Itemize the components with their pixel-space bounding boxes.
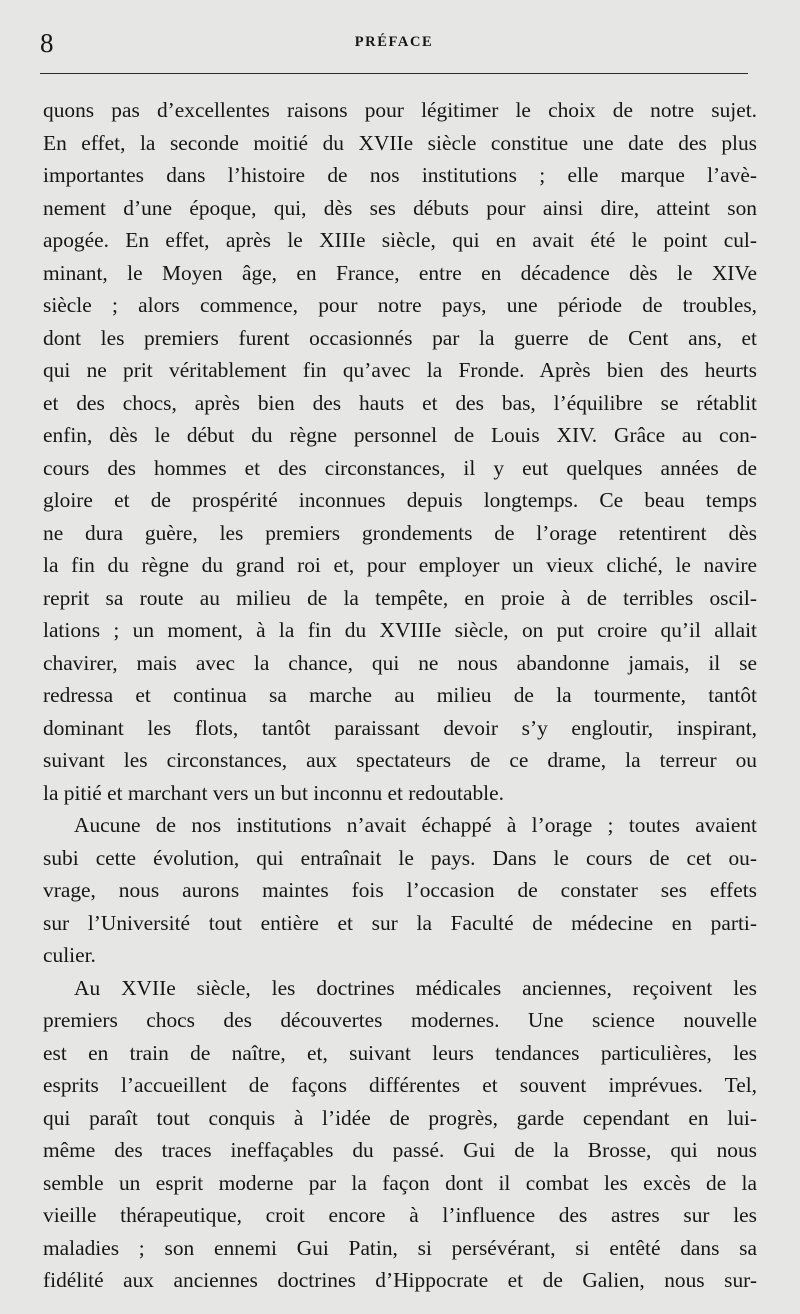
text-line: lations ; un moment, à la fin du XVIIIe siècle, on put croire qu’il allait [43,618,757,642]
text-line: ne dura guère, les premiers grondements de l’orage retentirent dès [43,520,757,545]
text-line: et des chocs, après bien des hauts et des bas, l’équilibre se rétablit [43,390,757,415]
text-line: vrage, nous aurons maintes fois l’occasion de constater ses effets [43,878,757,902]
text-line: apogée. En effet, après le XIIIe siècle, qui en avait été le point cul- [43,228,757,252]
text-line: est en train de naître, et, suivant leurs tendances particulières, les [43,1040,757,1065]
text-line: dont les premiers furent occasionnés par la guerre de Cent ans, et [43,325,757,350]
text-line: semble un esprit moderne par la façon dont il combat les excès de la [43,1170,757,1195]
text-line: qui paraît tout conquis à l’idée de progrès, garde cependant en lui- [43,1105,757,1130]
text-line: fidélité aux anciennes doctrines d’Hippocrate et de Galien, nous sur- [43,1268,757,1292]
text-line: En effet, la seconde moitié du XVIIe siècle constitue une date des plus [43,130,757,155]
text-line: qui ne prit véritablement fin qu’avec la Fronde. Après bien des heurts [43,358,757,382]
text-line: la fin du règne du grand roi et, pour employer un vieux cliché, le navire [43,553,757,577]
text-line: importantes dans l’histoire de nos institutions ; elle marque l’avè- [43,163,757,187]
text-line: minant, le Moyen âge, en France, entre en décadence dès le XIVe [43,260,757,285]
text-line: sur l’Université tout entière et sur la Faculté de médecine en parti- [43,910,757,935]
text-line: cours des hommes et des circonstances, il y eut quelques années de [43,455,757,480]
text-line: quons pas d’excellentes raisons pour légitimer le choix de notre sujet. [43,98,757,122]
text-line: subi cette évolution, qui entraînait le pays. Dans le cours de cet ou- [43,845,757,870]
text-line: dominant les flots, tantôt paraissant devoir s’y engloutir, inspirant, [43,715,757,740]
text-line: siècle ; alors commence, pour notre pays, une période de troubles, [43,293,757,317]
text-line: même des traces ineffaçables du passé. Gui de la Brosse, qui nous [43,1138,757,1162]
body-text [43,94,757,1297]
page-number: 8 [40,28,54,58]
header-rule [40,73,748,74]
text-line: gloire et de prospérité inconnues depuis longtemps. Ce beau temps [43,488,757,512]
text-line: nement d’une époque, qui, dès ses débuts pour ainsi dire, atteint son [43,195,757,220]
text-line: reprit sa route au milieu de la tempête, en proie à de terribles oscil- [43,585,757,610]
text-line: vieille thérapeutique, croit encore à l’influence des astres sur les [43,1203,757,1227]
text-line: enfin, dès le début du règne personnel de Louis XIV. Grâce au con- [43,423,757,447]
text-line: suivant les circonstances, aux spectateurs de ce drame, la terreur ou [43,748,757,772]
text-line: redressa et continua sa marche au milieu de la tourmente, tantôt [43,683,757,707]
text-line: culier. [43,943,96,967]
text-line: chavirer, mais avec la chance, qui ne nous abandonne jamais, il se [43,650,757,675]
text-line: la pitié et marchant vers un but inconnu et redoutable. [43,780,504,805]
page-header [40,22,748,62]
text-line: maladies ; son ennemi Gui Patin, si persévérant, si entêté dans sa [43,1235,757,1260]
text-line: Aucune de nos institutions n’avait échappé à l’orage ; toutes avaient [74,813,757,837]
text-line: Au XVIIe siècle, les doctrines médicales anciennes, reçoivent les [74,975,757,1000]
text-line: premiers chocs des découvertes modernes. Une science nouvelle [43,1008,757,1032]
text-line: esprits l’accueillent de façons différentes et souvent imprévues. Tel, [43,1073,757,1097]
running-title: PRÉFACE [354,34,434,50]
